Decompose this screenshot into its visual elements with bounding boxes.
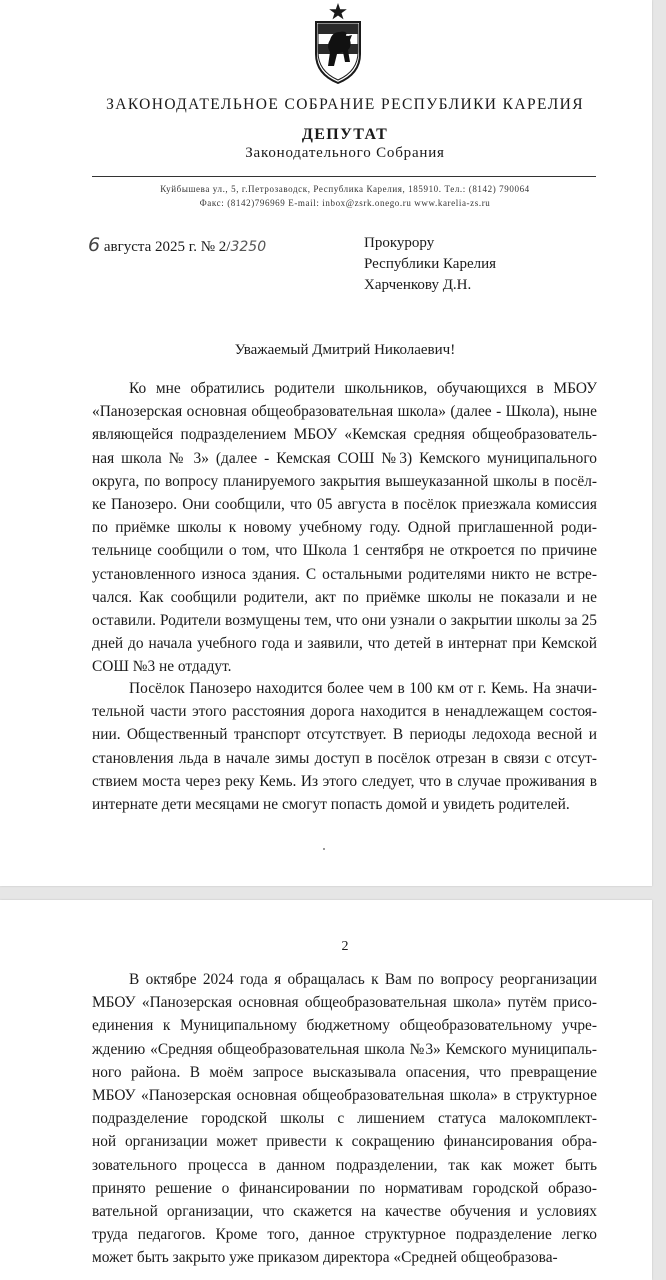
body-paragraph-1 — [92, 377, 597, 679]
text-line: тельнице сообщили о том, что Школа 1 сентября не откроется по причине — [92, 542, 597, 560]
text-line: МБОУ «Панозерская основная общеобразовательная школа» путём присо- — [92, 994, 597, 1012]
scan-speck — [323, 848, 325, 850]
outgoing-date-text: августа 2025 г. № 2/ — [103, 239, 231, 255]
karelia-coat-of-arms-icon — [312, 2, 364, 84]
text-line: ная школа № 3» (далее - Кемская СОШ №3) Кемского муниципального — [92, 449, 597, 467]
handwritten-number: 3250 — [230, 239, 267, 255]
outgoing-reference — [88, 234, 266, 256]
address-line: Куйбышева ул., 5, г.Петрозаводск, Республика Карелия, 185910. Тел.: (8142) 790064 — [160, 184, 530, 194]
text-line: Ко мне обратились родители школьников, обучающихся в МБОУ — [129, 380, 597, 397]
text-line: «Панозерская основная общеобразовательная школа» (далее - Школа), ныне — [92, 403, 597, 421]
text-line: оставили. Родители возмущены тем, что они узнали о закрытии школы за 25 — [92, 612, 597, 630]
text-line: МБОУ «Панозерская основная общеобразовательная школа» в структурное — [92, 1087, 597, 1105]
text-line: являющейся подразделением МБОУ «Кемская средняя общеобразователь- — [92, 426, 597, 444]
assembly-subtitle: Законодательного Собрания — [245, 145, 445, 161]
text-line: принято решение о финансировании по нормативам городской образо- — [92, 1179, 597, 1197]
text-line: чался. Как сообщили родители, акт по приёмке школы не показали и не — [92, 588, 597, 606]
body-paragraph-3 — [92, 968, 597, 1270]
text-line: единения к Муниципальному бюджетному общеобразовательному учре- — [92, 1017, 597, 1035]
greeting: Уважаемый Дмитрий Николаевич! — [234, 342, 456, 358]
text-line: может быть закрыто уже приказом директора «Средней общеобразова- — [92, 1249, 558, 1267]
text-line: вательной организации, что скажется на качестве обучения и условиях — [92, 1203, 597, 1221]
text-line: труда педагогов. Кроме того, данное структурное подразделение легко — [92, 1226, 597, 1244]
text-line: ке Панозеро. Они сообщили, что 05 августа в посёлок приезжала комиссия — [92, 496, 597, 514]
recipient-line: Прокурору — [364, 235, 435, 251]
text-line: дней до начала учебного года и заявили, что детей в интернат при Кемской — [92, 635, 597, 653]
text-line: ствием моста через реку Кемь. Из этого следует, что в случае проживания в — [92, 772, 597, 790]
handwritten-day: 6 — [88, 234, 101, 256]
letterhead-divider — [92, 176, 596, 177]
text-line: тельной части этого расстояния дорога находится в ненадлежащем состоя- — [92, 703, 597, 721]
contact-line: Факс: (8142)796969 E-mail: inbox@zsrk.onego.ru www.karelia-zs.ru — [199, 198, 491, 208]
letter-page-2 — [0, 900, 652, 1280]
text-line: установленного износа здания. С остальными родителями никто не встре- — [92, 565, 597, 583]
text-line: ного района. В моём запросе высказывала опасения, что превращение — [92, 1063, 597, 1081]
text-line: по приёмке школы к новому учебному году. Одной приглашенной роди- — [92, 519, 597, 537]
text-line: подразделение городской школы с лишением статуса малокомплект- — [92, 1110, 597, 1128]
text-line: СОШ №3 не отдадут. — [92, 658, 232, 676]
text-line: интернате дети месяцами не смогут попасть домой и увидеть родителей. — [92, 796, 570, 814]
recipient-block — [364, 233, 496, 296]
recipient-line: Республики Карелия — [364, 256, 497, 272]
body-paragraph-2 — [92, 677, 597, 816]
text-line: ной организации может привести к сокращению финансирования обра- — [92, 1133, 597, 1151]
page-number: 2 — [341, 939, 349, 954]
text-line: ждению «Средняя общеобразовательная школа №3» Кемского муниципаль- — [92, 1040, 597, 1058]
text-line: зовательного процесса в данном подразделении, так как может быть — [92, 1156, 597, 1174]
text-line: В октябре 2024 года я обращалась к Вам по вопросу реорганизации — [129, 971, 597, 988]
text-line: нии. Общественный транспорт отсутствует. В периоды ледохода весной и — [92, 726, 597, 744]
deputy-title: ДЕПУТАТ — [301, 126, 389, 143]
recipient-line: Харченкову Д.Н. — [364, 277, 472, 293]
text-line: становления льда в начале зимы доступ в посёлок отрезан в связи с отсут- — [92, 749, 597, 767]
text-line: округа, по вопросу планируемого закрытия вышеуказанной школы в посёл- — [92, 472, 597, 490]
text-line: Посёлок Панозеро находится более чем в 100 км от г. Кемь. На значи- — [129, 680, 597, 697]
organization-name: ЗАКОНОДАТЕЛЬНОЕ СОБРАНИЕ РЕСПУБЛИКИ КАРЕЛИЯ — [106, 96, 584, 113]
